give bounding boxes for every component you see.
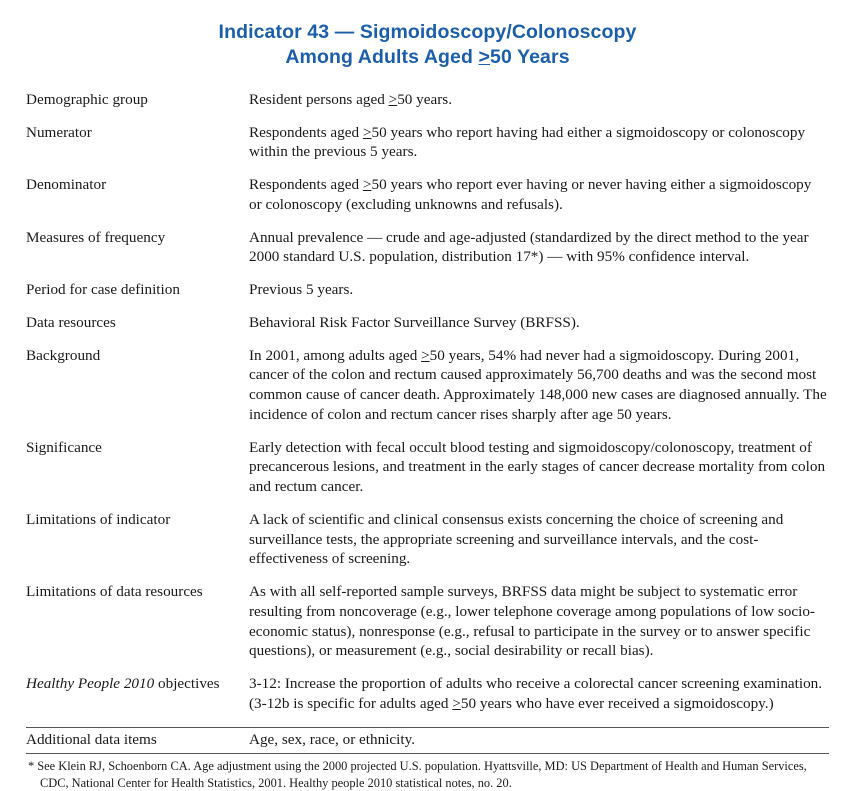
table-row <box>16 228 839 281</box>
row-value-limitations-of-data-resources: As with all self-reported sample surveys, BRFSS data might be subject to systematic error resulting from noncoverage (e.g., lower telephone coverage among populations of low socio-economic status), nonresponse (e.g., refusal to participate in the survey or to answer specific questions), or measurement (e.g., social desirability or recall bias). <box>249 583 815 660</box>
table-row <box>16 728 839 754</box>
row-label-limitations-of-indicator: Limitations of indicator <box>26 510 171 528</box>
row-label-healthy-people-rest: objectives <box>154 675 220 693</box>
footnote-line-1: * See Klein RJ, Schoenborn CA. Age adjustment using the 2000 projected U.S. population. Hyattsville, MD: US Department of Health and Human Services, <box>28 759 807 774</box>
table-row <box>16 674 839 727</box>
page-title-line2: Among Adults Aged >50 Years <box>285 45 570 68</box>
row-label-numerator: Numerator <box>26 123 92 141</box>
table-row <box>16 175 839 228</box>
row-label-denominator: Denominator <box>26 176 107 194</box>
table-row <box>16 313 839 346</box>
row-label-healthy-people-objectives <box>16 674 249 727</box>
row-label-period-for-case-definition: Period for case definition <box>26 281 180 299</box>
row-value-measures-of-frequency: Annual prevalence — crude and age-adjusted (standardized by the direct method to the year 2000 standard U.S. population, distribution 17*) — with 95% confidence interval. <box>249 228 809 266</box>
row-value-data-resources: Behavioral Risk Factor Surveillance Survey (BRFSS). <box>249 313 580 331</box>
row-value-demographic-group: Resident persons aged >50 years. <box>249 90 453 108</box>
row-label-data-resources: Data resources <box>26 313 116 331</box>
row-value-period-for-case-definition: Previous 5 years. <box>249 281 354 299</box>
row-label-measures-of-frequency: Measures of frequency <box>26 228 166 246</box>
additional-data-table <box>16 728 839 754</box>
row-value-significance: Early detection with fecal occult blood testing and sigmoidoscopy/colonoscopy, treatment of precancerous lesions, and treatment in the early stages of cancer decrease mortality from colon and rectum cancer. <box>249 438 826 496</box>
row-label-demographic-group: Demographic group <box>26 90 148 108</box>
row-label-background: Background <box>26 346 101 364</box>
indicator-definition-table <box>16 90 839 727</box>
table-row <box>16 438 839 510</box>
page-title <box>16 20 839 70</box>
page-title-line1: Indicator 43 — Sigmoidoscopy/Colonoscopy <box>218 21 637 43</box>
footnote <box>16 754 839 791</box>
row-value-denominator: Respondents aged >50 years who report ever having or never having either a sigmoidoscopy or colonoscopy (excluding unknowns and refusals). <box>249 176 812 213</box>
table-row <box>16 123 839 176</box>
row-value-background: In 2001, among adults aged >50 years, 54% had never had a sigmoidoscopy. During 2001, cancer of the colon and rectum caused approximately 56,700 deaths and was the second most common cause of cancer death. Approximately 148,000 new cases are diagnosed annually. The incidence of colon and rectum cancer rises sharply after age 50 years. <box>249 346 827 423</box>
row-label-limitations-of-data-resources: Limitations of data resources <box>26 583 203 601</box>
row-label-significance: Significance <box>26 438 102 456</box>
table-row <box>16 582 839 674</box>
row-label-healthy-people-italic: Healthy People 2010 <box>26 675 155 693</box>
footnote-line-2: CDC, National Center for Health Statistics, 2001. Healthy people 2010 statistical notes, no. 20. <box>40 775 512 790</box>
table-row <box>16 280 839 313</box>
row-value-healthy-people-objectives: 3-12: Increase the proportion of adults who receive a colorectal cancer screening examination. (3-12b is specific for adults aged >50 years who have ever received a sigmoidoscopy.) <box>249 675 823 712</box>
row-label-additional-data-items: Additional data items <box>26 730 157 748</box>
table-row <box>16 346 839 438</box>
table-row <box>16 90 839 123</box>
row-value-numerator: Respondents aged >50 years who report having had either a sigmoidoscopy or colonoscopy within the previous 5 years. <box>249 123 806 161</box>
table-row <box>16 510 839 582</box>
row-value-additional-data-items: Age, sex, race, or ethnicity. <box>249 730 416 748</box>
row-value-limitations-of-indicator: A lack of scientific and clinical consensus exists concerning the choice of screening and surveillance tests, the appropriate screening and surveillance intervals, and the cost-effectiveness of screening. <box>249 510 784 568</box>
